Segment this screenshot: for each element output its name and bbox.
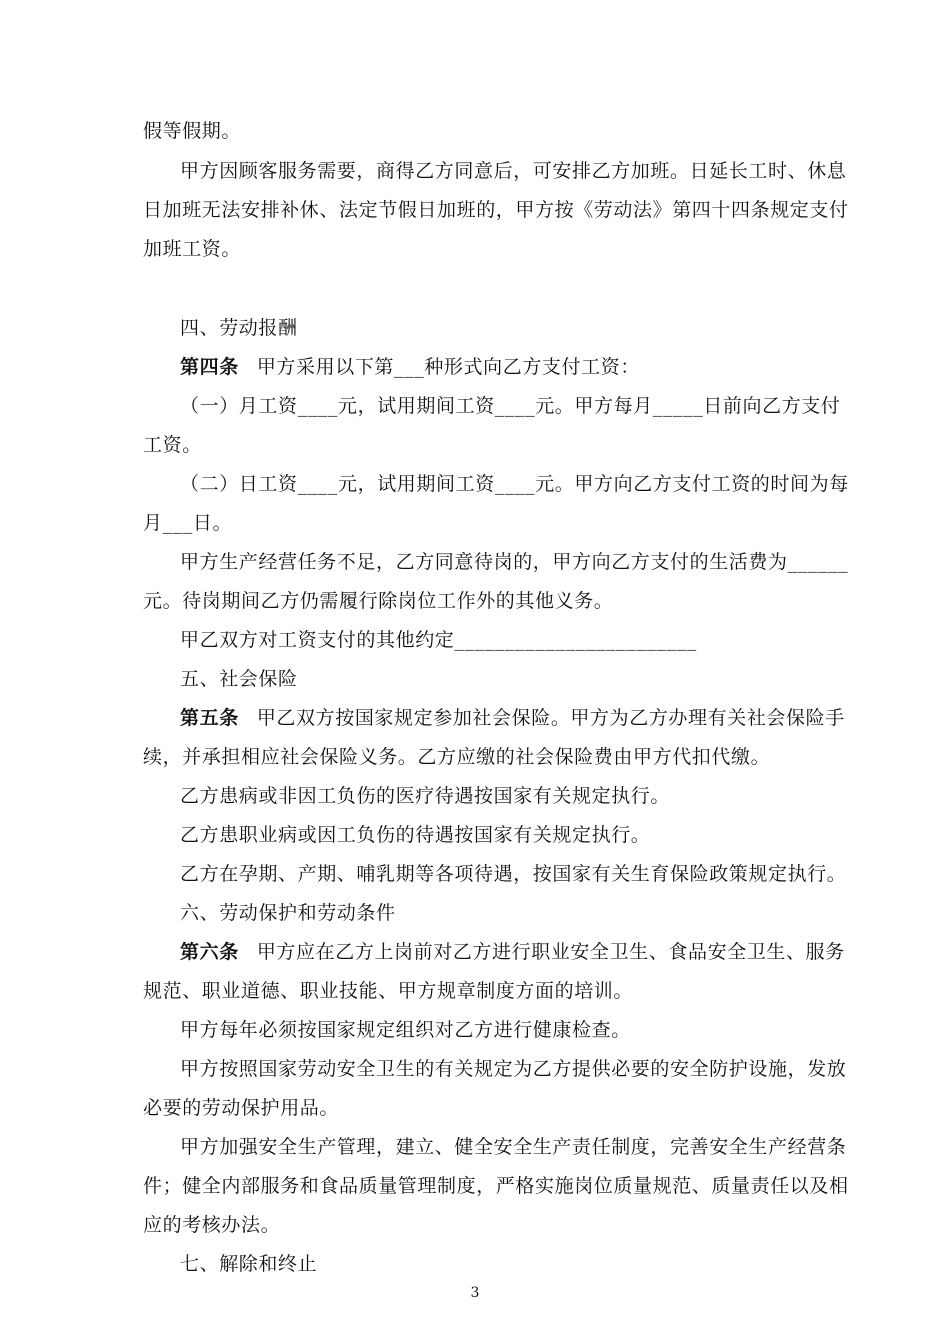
paragraph-line: 假等假期。 [143,120,242,142]
paragraph-line: （一）月工资____元，试用期间工资____元。甲方每月_____日前向乙方支付 [180,395,841,417]
paragraph-line: 日加班无法安排补休、法定节假日加班的，甲方按《劳动法》第四十四条规定支付 [143,199,849,221]
paragraph-line: 甲方因顾客服务需要，商得乙方同意后，可安排乙方加班。日延长工时、休息 [180,160,847,182]
paragraph-line: 件；健全内部服务和食品质量管理制度，严格实施岗位质量规范、质量责任以及相 [143,1175,849,1197]
paragraph-line: （二）日工资____元，试用期间工资____元。甲方向乙方支付工资的时间为每 [180,473,849,495]
paragraph-line: 必要的劳动保护用品。 [143,1097,340,1119]
article-text: 甲方应在乙方上岗前对乙方进行职业安全卫生、食品安全卫生、服务 [256,941,845,963]
paragraph-line: 规范、职业道德、职业技能、甲方规章制度方面的培训。 [143,980,634,1002]
paragraph-line: 甲方每年必须按国家规定组织对乙方进行健康检查。 [180,1019,631,1041]
section-heading: 七、解除和终止 [180,1253,318,1275]
page-number: 3 [470,1285,480,1301]
paragraph-line: 乙方患职业病或因工负伤的待遇按国家有关规定执行。 [180,824,651,846]
article-line [180,706,845,730]
paragraph-line: 甲乙双方对工资支付的其他约定________________________ [180,629,697,651]
article-label: 第五条 [180,707,239,729]
paragraph-line: 续，并承担相应社会保险义务。乙方应缴的社会保险费由甲方代扣代缴。 [143,746,771,768]
paragraph-line: 甲方生产经营任务不足，乙方同意待岗的，甲方向乙方支付的生活费为______ [180,551,849,573]
article-text: 甲方采用以下第___种形式向乙方支付工资： [256,356,640,378]
article-label: 第六条 [180,941,239,963]
paragraph-line: 甲方按照国家劳动安全卫生的有关规定为乙方提供必要的安全防护设施，发放 [180,1058,847,1080]
paragraph-line: 甲方加强安全生产管理，建立、健全安全生产责任制度，完善安全生产经营条 [180,1136,847,1158]
paragraph-line: 工资。 [143,434,202,456]
section-heading: 四、劳动报酬 [180,317,298,339]
paragraph-line: 元。待岗期间乙方仍需履行除岗位工作外的其他义务。 [143,590,614,612]
article-line [180,355,813,379]
paragraph-line: 应的考核办法。 [143,1214,281,1236]
paragraph-line: 乙方患病或非因工负伤的医疗待遇按国家有关规定执行。 [180,785,671,807]
paragraph-line: 月___日。 [143,512,233,534]
article-label: 第四条 [180,356,239,378]
article-text: 甲乙双方按国家规定参加社会保险。甲方为乙方办理有关社会保险手 [256,707,845,729]
paragraph-line: 乙方在孕期、产期、哺乳期等各项待遇，按国家有关生育保险政策规定执行。 [180,863,847,885]
section-heading: 五、社会保险 [180,668,298,690]
article-line [180,940,845,964]
section-heading: 六、劳动保护和劳动条件 [180,902,396,924]
paragraph-line: 加班工资。 [143,238,242,260]
